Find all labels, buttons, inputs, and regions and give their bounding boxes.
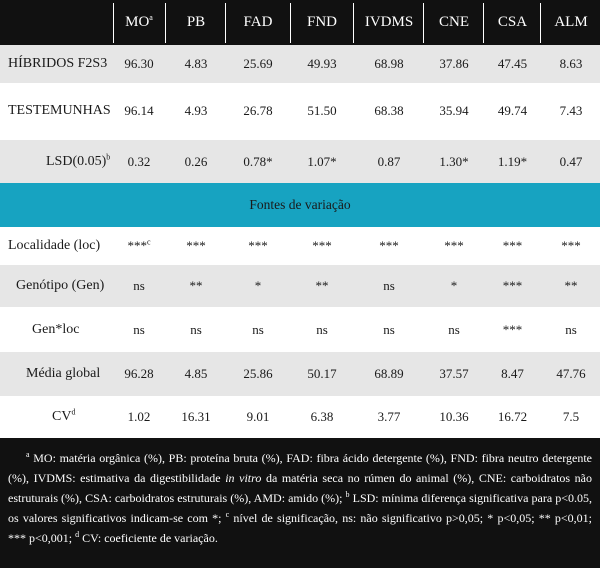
table-cell: [355, 140, 423, 183]
header-separator: [225, 3, 226, 43]
cell-value: ***: [248, 238, 268, 253]
footnote-box: [0, 438, 600, 568]
cell-value: *: [450, 278, 458, 293]
table-cell: [167, 227, 225, 265]
table-cell: [118, 82, 160, 140]
table-cell: [292, 307, 352, 352]
table-cell: [485, 82, 540, 140]
footnote-part3: LSD: mínima diferença significativa para p<0.05, os valores significativos indicam-se com *;: [8, 491, 592, 525]
table-cell: [167, 82, 225, 140]
table-row: [0, 396, 600, 438]
header-cell: [118, 0, 160, 45]
table-cell: [485, 352, 540, 396]
cell-value: 47.45: [497, 56, 528, 71]
header-text: CNE: [439, 14, 469, 30]
header-sup: a: [149, 13, 153, 22]
table-cell: [425, 227, 483, 265]
table-cell: [542, 227, 600, 265]
cell-value: 1.30*: [439, 154, 469, 169]
table-cell: [542, 82, 600, 140]
table-cell: [425, 140, 483, 183]
table-cell: [227, 265, 289, 307]
section-title: Fontes de variação: [249, 197, 351, 212]
table-cell: [227, 140, 289, 183]
table-cell: [118, 227, 160, 265]
table-cell: [485, 227, 540, 265]
cell-value: ns: [252, 322, 264, 337]
cell-value: 0.32: [127, 154, 151, 169]
cell-value: **: [315, 278, 329, 293]
table-cell: [292, 396, 352, 438]
cell-value: 0.78*: [243, 154, 273, 169]
table-cell: [425, 396, 483, 438]
table-row: [0, 82, 600, 140]
cell-value: 49.93: [307, 56, 337, 71]
row-label-text: Média global: [26, 366, 101, 381]
cell-value: 25.69: [243, 56, 273, 71]
header-cell: [485, 0, 540, 45]
row-label-text: HÍBRIDOS F2S3: [8, 56, 108, 71]
cell-value: 47.76: [556, 366, 586, 381]
cell-value: ***: [186, 238, 206, 253]
table-cell: [292, 82, 352, 140]
header-text: IVDMS: [364, 14, 414, 30]
table-cell: [227, 45, 289, 83]
cell-sup: c: [146, 237, 151, 247]
header-text: MO: [125, 14, 150, 30]
table-cell: [167, 45, 225, 83]
table-cell: [227, 227, 289, 265]
cell-value: ***: [502, 322, 523, 337]
table-cell: [485, 265, 540, 307]
row-label: [8, 227, 100, 265]
cell-value: ns: [565, 322, 577, 337]
table-cell: [425, 45, 483, 83]
cell-value: ***: [127, 238, 147, 253]
cell-value: *: [254, 278, 262, 293]
row-label: [52, 396, 75, 438]
footnote-italic: in vitro: [225, 471, 262, 485]
cell-value: 4.85: [184, 366, 208, 381]
cell-value: ns: [190, 322, 202, 337]
table-header: [0, 0, 600, 45]
table-cell: [292, 45, 352, 83]
table-cell: [425, 307, 483, 352]
table-cell: [425, 82, 483, 140]
cell-value: 16.72: [497, 409, 528, 424]
table-cell: [542, 45, 600, 83]
cell-value: 25.86: [243, 366, 273, 381]
table-cell: [167, 307, 225, 352]
cell-value: ***: [561, 238, 581, 253]
table-row: [0, 307, 600, 352]
header-cell: [355, 0, 423, 45]
cell-value: 96.28: [124, 366, 154, 381]
cell-value: ns: [383, 278, 395, 293]
table-row: [0, 140, 600, 183]
table-cell: [542, 265, 600, 307]
table-cell: [118, 307, 160, 352]
cell-value: ns: [133, 278, 145, 293]
table-cell: [355, 396, 423, 438]
row-label-sup: b: [106, 152, 111, 162]
cell-value: ***: [312, 238, 332, 253]
header-separator: [423, 3, 424, 43]
row-label-text: Gen*loc: [32, 322, 80, 337]
table-cell: [227, 352, 289, 396]
table-cell: [485, 307, 540, 352]
footnote-text: [8, 448, 592, 548]
footnote-sup-a: a: [26, 450, 30, 459]
cell-value: 7.43: [559, 103, 583, 118]
cell-value: 8.63: [559, 56, 583, 71]
footnote-part1: MO: matéria orgânica (%), PB: proteína bruta (%), FAD: fibra ácido detergente (%), FND: fibra neutro detergente (%), IVDMS: estimativa da digestibilidade: [8, 451, 592, 485]
header-text: CSA: [497, 14, 528, 30]
table-cell: [227, 307, 289, 352]
cell-value: ***: [502, 238, 523, 253]
table-cell: [227, 396, 289, 438]
row-label-text: TESTEMUNHAS: [8, 103, 111, 118]
table-row: [0, 227, 600, 265]
cell-value: 37.57: [439, 366, 469, 381]
table-cell: [292, 352, 352, 396]
cell-value: 68.38: [374, 103, 404, 118]
cell-value: 16.31: [181, 409, 211, 424]
footnote-part4: nível de significação, ns: não significativo p>0,05; * p<0,05; ** p<0,01; *** p<0,001;: [8, 511, 593, 545]
cell-value: 4.83: [184, 56, 208, 71]
table-cell: [425, 352, 483, 396]
table-cell: [355, 227, 423, 265]
table-cell: [542, 307, 600, 352]
header-text: ALM: [554, 14, 588, 30]
row-label-text: LSD(0.05): [46, 154, 107, 169]
header-cell: [167, 0, 225, 45]
cell-value: 49.74: [497, 103, 528, 118]
cell-value: 4.93: [184, 103, 208, 118]
header-text: FAD: [243, 14, 273, 30]
table-cell: [542, 352, 600, 396]
table-row: [0, 265, 600, 307]
row-label: [8, 45, 107, 83]
table-cell: [425, 265, 483, 307]
table-cell: [167, 140, 225, 183]
cell-value: ns: [316, 322, 328, 337]
cell-value: 0.47: [559, 154, 583, 169]
header-cell: [292, 0, 352, 45]
row-label: [8, 82, 111, 140]
cell-value: 37.86: [439, 56, 469, 71]
cell-value: ***: [502, 278, 523, 293]
header-text: FND: [306, 14, 337, 30]
table-cell: [292, 140, 352, 183]
cell-value: 96.14: [124, 103, 154, 118]
header-separator: [290, 3, 291, 43]
table-cell: [167, 396, 225, 438]
table-cell: [118, 396, 160, 438]
row-label: [46, 140, 110, 183]
footnote-part5: CV: coeficiente de variação.: [79, 531, 218, 545]
cell-value: 1.19*: [497, 154, 528, 169]
header-cell: [227, 0, 289, 45]
cell-value: 10.36: [439, 409, 469, 424]
row-label: [32, 307, 79, 352]
table-cell: [355, 82, 423, 140]
table-cell: [167, 352, 225, 396]
table-row: [0, 352, 600, 396]
header-cell: [425, 0, 483, 45]
table-cell: [118, 352, 160, 396]
cell-value: 68.89: [374, 366, 404, 381]
row-label-sup: d: [71, 407, 76, 417]
row-label-text: Localidade (loc): [8, 238, 101, 253]
table-cell: [355, 45, 423, 83]
header-text: PB: [186, 14, 206, 30]
row-label-text: Genótipo (Gen): [16, 278, 105, 293]
cell-value: 51.50: [307, 103, 337, 118]
table-cell: [118, 45, 160, 83]
cell-value: 1.07*: [307, 154, 337, 169]
cell-value: **: [189, 278, 203, 293]
cell-value: 96.30: [124, 56, 154, 71]
cell-value: 0.87: [377, 154, 401, 169]
cell-value: 50.17: [307, 366, 337, 381]
header-separator: [165, 3, 166, 43]
header-cell: [542, 0, 600, 45]
cell-value: ***: [379, 238, 399, 253]
cell-value: 68.98: [374, 56, 404, 71]
cell-value: 7.5: [562, 409, 580, 424]
table-cell: [485, 396, 540, 438]
row-label-text: CV: [52, 409, 72, 424]
table-cell: [542, 396, 600, 438]
footnote-part2: da matéria seca no rúmen do animal (%), CNE: carboidratos não estruturais (%), CSA: carboidratos estruturais (%), AMD: amido (%);: [8, 471, 592, 505]
cell-value: ns: [383, 322, 395, 337]
table-cell: [355, 265, 423, 307]
table-cell: [355, 307, 423, 352]
section-band: [0, 183, 600, 227]
cell-value: 35.94: [439, 103, 469, 118]
cell-value: 9.01: [246, 409, 270, 424]
row-label: [16, 265, 104, 307]
footnote-sup-b: b: [345, 490, 350, 499]
table-cell: [292, 227, 352, 265]
table-cell: [292, 265, 352, 307]
table-cell: [167, 265, 225, 307]
table-cell: [118, 265, 160, 307]
cell-value: 26.78: [243, 103, 273, 118]
cell-value: **: [564, 278, 578, 293]
table-cell: [355, 352, 423, 396]
table-cell: [118, 140, 160, 183]
row-label: [26, 352, 100, 396]
header-separator: [353, 3, 354, 43]
cell-value: 3.77: [377, 409, 401, 424]
cell-value: ns: [448, 322, 460, 337]
header-separator: [540, 3, 541, 43]
table-cell: [485, 140, 540, 183]
footnote-sup-c: c: [225, 510, 230, 519]
cell-value: 1.02: [127, 409, 151, 424]
table-cell: [227, 82, 289, 140]
cell-value: 6.38: [310, 409, 334, 424]
header-separator: [113, 3, 114, 43]
cell-value: ***: [444, 238, 464, 253]
table-cell: [542, 140, 600, 183]
table-cell: [485, 45, 540, 83]
footnote-sup-d: d: [75, 530, 80, 539]
cell-value: ns: [133, 322, 145, 337]
cell-value: 0.26: [184, 154, 208, 169]
header-separator: [483, 3, 484, 43]
cell-value: 8.47: [501, 366, 524, 381]
table-row: [0, 45, 600, 83]
